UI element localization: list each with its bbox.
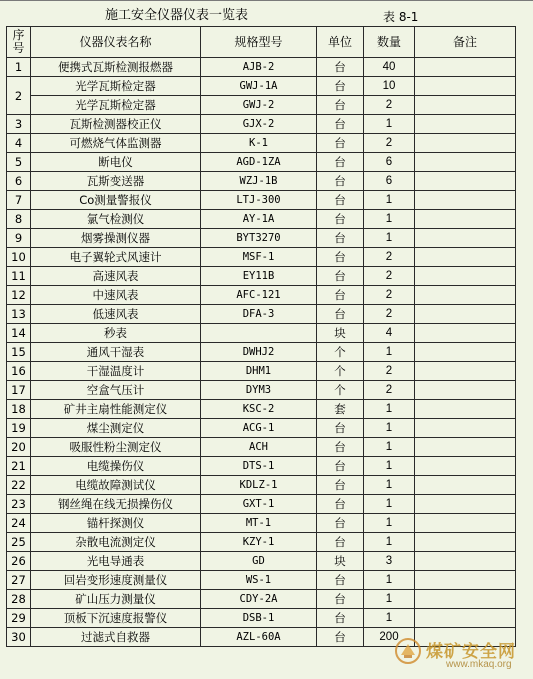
cell-unit: 台: [317, 248, 364, 267]
cell-remarks: [415, 229, 516, 248]
cell-model: GJX-2: [201, 115, 317, 134]
cell-model: GXT-1: [201, 495, 317, 514]
cell-unit: 台: [317, 267, 364, 286]
cell-quantity: 6: [364, 153, 415, 172]
cell-name: 电缆操伤仪: [31, 457, 201, 476]
cell-name: 光学瓦斯检定器: [31, 77, 201, 96]
cell-seq: 18: [7, 400, 31, 419]
cell-unit: 台: [317, 286, 364, 305]
table-row: [7, 324, 516, 343]
cell-remarks: [415, 172, 516, 191]
cell-quantity: 1: [364, 191, 415, 210]
cell-seq: 15: [7, 343, 31, 362]
table-row: [7, 457, 516, 476]
table-row: [7, 514, 516, 533]
cell-model: DFA-3: [201, 305, 317, 324]
cell-remarks: [415, 77, 516, 96]
cell-name: 锚杆探测仪: [31, 514, 201, 533]
cell-unit: 台: [317, 476, 364, 495]
cell-model: K-1: [201, 134, 317, 153]
cell-unit: 台: [317, 191, 364, 210]
cell-model: AGD-1ZA: [201, 153, 317, 172]
cell-unit: 台: [317, 514, 364, 533]
cell-unit: 台: [317, 590, 364, 609]
cell-name: 电子翼轮式风速计: [31, 248, 201, 267]
table-body: [7, 58, 516, 647]
cell-quantity: 1: [364, 438, 415, 457]
cell-unit: 台: [317, 438, 364, 457]
header-model: 规格型号: [201, 27, 317, 58]
cell-quantity: 200: [364, 628, 415, 647]
cell-unit: 台: [317, 571, 364, 590]
cell-name: 烟雾操测仪器: [31, 229, 201, 248]
cell-remarks: [415, 134, 516, 153]
cell-model: DYM3: [201, 381, 317, 400]
cell-remarks: [415, 305, 516, 324]
cell-model: AFC-121: [201, 286, 317, 305]
table-row: [7, 533, 516, 552]
cell-remarks: [415, 191, 516, 210]
cell-remarks: [415, 533, 516, 552]
table-header-row: [7, 27, 516, 58]
cell-quantity: 1: [364, 514, 415, 533]
cell-name: 矿井主扇性能测定仪: [31, 400, 201, 419]
cell-model: DSB-1: [201, 609, 317, 628]
cell-remarks: [415, 324, 516, 343]
table-row: [7, 58, 516, 77]
cell-unit: 台: [317, 305, 364, 324]
cell-remarks: [415, 115, 516, 134]
cell-quantity: 2: [364, 305, 415, 324]
cell-name: 回岩变形速度测量仪: [31, 571, 201, 590]
cell-unit: 套: [317, 400, 364, 419]
cell-name: 吸服性粉尘测定仪: [31, 438, 201, 457]
cell-remarks: [415, 571, 516, 590]
cell-seq: 7: [7, 191, 31, 210]
cell-model: KSC-2: [201, 400, 317, 419]
cell-quantity: 1: [364, 476, 415, 495]
table-row: [7, 495, 516, 514]
table-row: [7, 305, 516, 324]
cell-name: 煤尘测定仪: [31, 419, 201, 438]
cell-name: 秒表: [31, 324, 201, 343]
cell-model: [201, 324, 317, 343]
cell-remarks: [415, 590, 516, 609]
cell-unit: 台: [317, 134, 364, 153]
cell-remarks: [415, 495, 516, 514]
cell-model: MT-1: [201, 514, 317, 533]
table-row: [7, 248, 516, 267]
cell-seq: 13: [7, 305, 31, 324]
cell-name: 瓦斯变送器: [31, 172, 201, 191]
cell-unit: 台: [317, 77, 364, 96]
table-row: [7, 381, 516, 400]
cell-quantity: 2: [364, 286, 415, 305]
header-seq-line1: 序: [12, 28, 25, 42]
cell-name: 断电仪: [31, 153, 201, 172]
title-row: [0, 2, 533, 26]
cell-remarks: [415, 362, 516, 381]
table-row: [7, 77, 516, 96]
cell-model: BYT3270: [201, 229, 317, 248]
cell-name: 低速风表: [31, 305, 201, 324]
cell-name: 过滤式自救器: [31, 628, 201, 647]
cell-quantity: 10: [364, 77, 415, 96]
cell-unit: 块: [317, 324, 364, 343]
cell-name: 中速风表: [31, 286, 201, 305]
cell-remarks: [415, 267, 516, 286]
top-border: [0, 0, 533, 1]
cell-quantity: 40: [364, 58, 415, 77]
cell-seq: 22: [7, 476, 31, 495]
cell-quantity: 1: [364, 115, 415, 134]
cell-model: KDLZ-1: [201, 476, 317, 495]
cell-remarks: [415, 609, 516, 628]
watermark-url: www.mkaq.org: [446, 659, 512, 670]
site-watermark: [388, 633, 528, 675]
cell-remarks: [415, 248, 516, 267]
table-row: [7, 96, 516, 115]
cell-seq: 27: [7, 571, 31, 590]
cell-name: 钢丝绳在线无损操伤仪: [31, 495, 201, 514]
cell-remarks: [415, 400, 516, 419]
cell-remarks: [415, 58, 516, 77]
header-seq: [7, 27, 31, 58]
cell-unit: 台: [317, 172, 364, 191]
table-row: [7, 609, 516, 628]
cell-unit: 个: [317, 362, 364, 381]
cell-remarks: [415, 210, 516, 229]
cell-model: GWJ-1A: [201, 77, 317, 96]
cell-seq: 17: [7, 381, 31, 400]
table-row: [7, 438, 516, 457]
cell-model: GD: [201, 552, 317, 571]
cell-model: WS-1: [201, 571, 317, 590]
table-row: [7, 229, 516, 248]
cell-remarks: [415, 514, 516, 533]
table-number: 表 8-1: [383, 10, 419, 24]
cell-model: DWHJ2: [201, 343, 317, 362]
table-row: [7, 400, 516, 419]
cell-name: 便携式瓦斯检测报燃器: [31, 58, 201, 77]
cell-seq: 12: [7, 286, 31, 305]
cell-model: AZL-60A: [201, 628, 317, 647]
cell-model: ACH: [201, 438, 317, 457]
cell-seq: 8: [7, 210, 31, 229]
header-seq-line2: 号: [12, 41, 25, 55]
cell-unit: 台: [317, 96, 364, 115]
cell-remarks: [415, 286, 516, 305]
cell-unit: 台: [317, 533, 364, 552]
table-row: [7, 153, 516, 172]
cell-name: 光学瓦斯检定器: [31, 96, 201, 115]
cell-name: 电缆故障测试仪: [31, 476, 201, 495]
cell-quantity: 1: [364, 229, 415, 248]
cell-quantity: 1: [364, 210, 415, 229]
document-title: 施工安全仪器仪表一览表: [105, 8, 249, 23]
cell-name: 瓦斯检测器校正仪: [31, 115, 201, 134]
cell-seq: 16: [7, 362, 31, 381]
cell-quantity: 2: [364, 362, 415, 381]
cell-name: Co测量警报仪: [31, 191, 201, 210]
table-row: [7, 286, 516, 305]
cell-quantity: 1: [364, 457, 415, 476]
cell-remarks: [415, 96, 516, 115]
cell-model: WZJ-1B: [201, 172, 317, 191]
cell-seq: 24: [7, 514, 31, 533]
cell-unit: 台: [317, 419, 364, 438]
cell-unit: 台: [317, 628, 364, 647]
cell-model: CDY-2A: [201, 590, 317, 609]
table-row: [7, 115, 516, 134]
header-name: 仪器仪表名称: [31, 27, 201, 58]
header-remarks: 备注: [415, 27, 516, 58]
cell-unit: 台: [317, 457, 364, 476]
instrument-table: [6, 26, 516, 647]
cell-name: 氯气检测仪: [31, 210, 201, 229]
table-row: [7, 419, 516, 438]
table-row: [7, 267, 516, 286]
cell-seq: 10: [7, 248, 31, 267]
header-unit: 单位: [317, 27, 364, 58]
cell-unit: 台: [317, 115, 364, 134]
cell-quantity: 1: [364, 400, 415, 419]
cell-quantity: 6: [364, 172, 415, 191]
cell-model: KZY-1: [201, 533, 317, 552]
cell-seq: 11: [7, 267, 31, 286]
table-row: [7, 590, 516, 609]
cell-model: AY-1A: [201, 210, 317, 229]
cell-unit: 块: [317, 552, 364, 571]
cell-name: 可燃烧气体监测器: [31, 134, 201, 153]
cell-remarks: [415, 343, 516, 362]
table-row: [7, 552, 516, 571]
cell-unit: 台: [317, 229, 364, 248]
cell-quantity: 2: [364, 134, 415, 153]
cell-remarks: [415, 438, 516, 457]
cell-seq: 28: [7, 590, 31, 609]
cell-seq: 25: [7, 533, 31, 552]
table-row: [7, 343, 516, 362]
cell-unit: 台: [317, 495, 364, 514]
cell-seq: 23: [7, 495, 31, 514]
cell-remarks: [415, 476, 516, 495]
cell-quantity: 1: [364, 495, 415, 514]
cell-seq: 19: [7, 419, 31, 438]
cell-name: 光电导通表: [31, 552, 201, 571]
table-row: [7, 134, 516, 153]
cell-remarks: [415, 419, 516, 438]
cell-seq: 2: [7, 77, 31, 115]
cell-seq: 9: [7, 229, 31, 248]
table-row: [7, 172, 516, 191]
cell-unit: 台: [317, 210, 364, 229]
cell-unit: 台: [317, 609, 364, 628]
table-row: [7, 571, 516, 590]
cell-name: 干湿温度计: [31, 362, 201, 381]
cell-quantity: 3: [364, 552, 415, 571]
cell-remarks: [415, 552, 516, 571]
cell-seq: 4: [7, 134, 31, 153]
cell-quantity: 2: [364, 267, 415, 286]
cell-quantity: 1: [364, 533, 415, 552]
cell-remarks: [415, 457, 516, 476]
watermark-logo-icon: [394, 637, 422, 665]
table-row: [7, 191, 516, 210]
cell-model: LTJ-300: [201, 191, 317, 210]
cell-unit: 个: [317, 381, 364, 400]
cell-quantity: 1: [364, 609, 415, 628]
cell-seq: 3: [7, 115, 31, 134]
cell-name: 矿山压力测量仪: [31, 590, 201, 609]
cell-unit: 台: [317, 153, 364, 172]
cell-model: DHM1: [201, 362, 317, 381]
cell-unit: 台: [317, 58, 364, 77]
cell-seq: 6: [7, 172, 31, 191]
cell-quantity: 2: [364, 96, 415, 115]
table-row: [7, 476, 516, 495]
cell-quantity: 2: [364, 248, 415, 267]
table-row: [7, 362, 516, 381]
header-quantity: 数量: [364, 27, 415, 58]
watermark-text: 煤矿安全网: [426, 642, 516, 662]
cell-model: AJB-2: [201, 58, 317, 77]
table-row: [7, 210, 516, 229]
cell-quantity: 1: [364, 343, 415, 362]
cell-name: 空盒气压计: [31, 381, 201, 400]
cell-name: 杂散电流测定仪: [31, 533, 201, 552]
cell-model: DTS-1: [201, 457, 317, 476]
cell-remarks: [415, 153, 516, 172]
cell-quantity: 1: [364, 571, 415, 590]
cell-name: 高速风表: [31, 267, 201, 286]
cell-model: EY11B: [201, 267, 317, 286]
cell-seq: 29: [7, 609, 31, 628]
cell-name: 通风干湿表: [31, 343, 201, 362]
cell-quantity: 1: [364, 419, 415, 438]
cell-seq: 14: [7, 324, 31, 343]
cell-seq: 20: [7, 438, 31, 457]
cell-quantity: 2: [364, 381, 415, 400]
cell-quantity: 1: [364, 590, 415, 609]
cell-model: GWJ-2: [201, 96, 317, 115]
cell-seq: 5: [7, 153, 31, 172]
cell-seq: 1: [7, 58, 31, 77]
cell-model: ACG-1: [201, 419, 317, 438]
cell-seq: 26: [7, 552, 31, 571]
cell-model: MSF-1: [201, 248, 317, 267]
cell-seq: 30: [7, 628, 31, 647]
cell-unit: 个: [317, 343, 364, 362]
cell-seq: 21: [7, 457, 31, 476]
cell-remarks: [415, 381, 516, 400]
cell-name: 顶板下沉速度报警仪: [31, 609, 201, 628]
cell-quantity: 4: [364, 324, 415, 343]
